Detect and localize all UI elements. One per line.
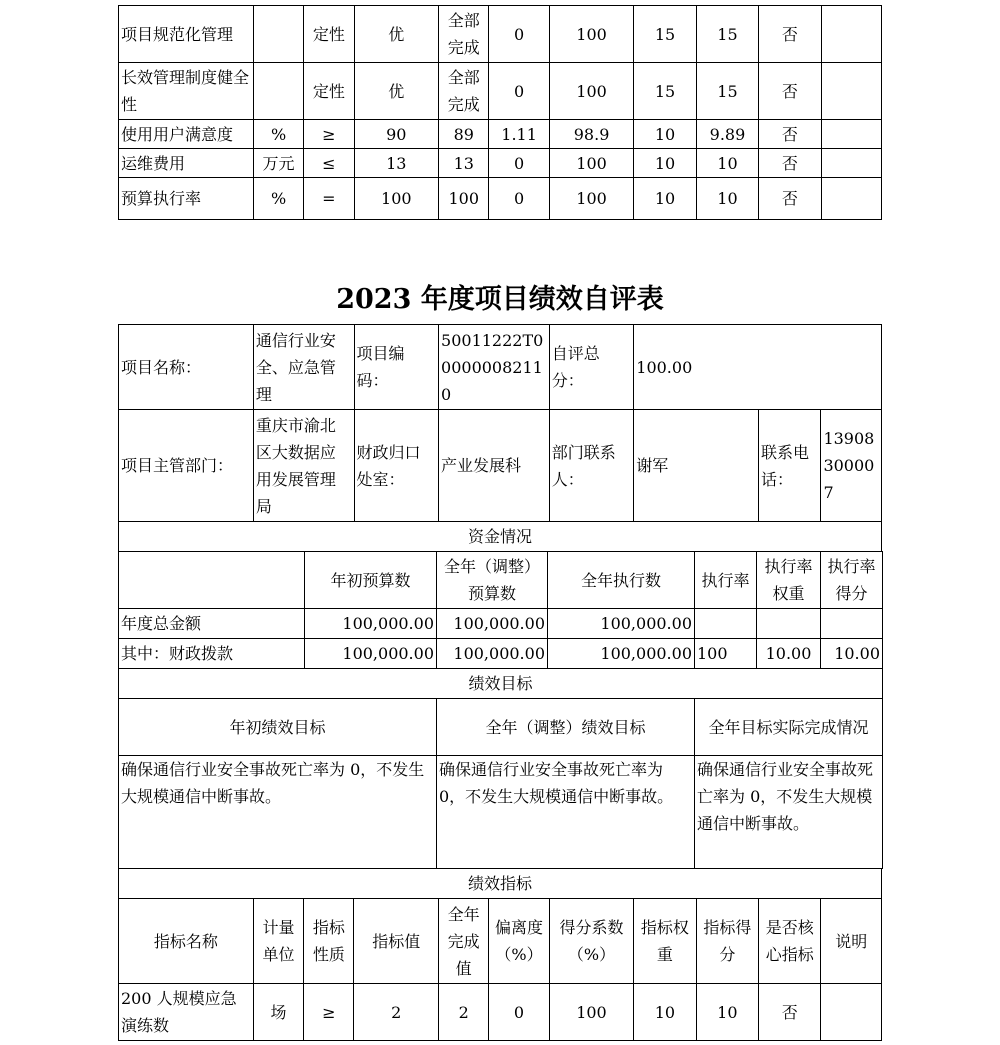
funds-row-rate-weight xyxy=(757,609,821,639)
goals-section-title: 绩效目标 xyxy=(119,669,883,699)
indicator-coefficient: 100 xyxy=(549,6,634,63)
indicator-deviation: 0 xyxy=(489,178,549,220)
table-row xyxy=(119,63,882,120)
finance: 产业发展科 xyxy=(439,410,550,522)
funds-header-rate: 执行率 xyxy=(695,552,757,609)
funds-row-executed: 100,000.00 xyxy=(548,609,695,639)
indicators-header-deviation: 偏离度（%） xyxy=(489,899,549,984)
table-row xyxy=(119,552,883,609)
indicator-target: 13 xyxy=(354,149,439,178)
indicator-core: 否 xyxy=(759,6,821,63)
page-title: 2023 年度项目绩效自评表 xyxy=(336,284,664,315)
funds-table xyxy=(118,551,883,669)
goals-actual: 确保通信行业安全事故死亡率为 0，不发生大规模通信中断事故。 xyxy=(695,756,883,869)
phone: 13908300007 xyxy=(821,410,882,522)
indicator-coefficient: 100 xyxy=(549,178,634,220)
indicators-header-unit: 计量单位 xyxy=(253,899,303,984)
indicator-core: 否 xyxy=(759,120,821,149)
indicator-weight: 10 xyxy=(634,149,696,178)
funds-header-executed: 全年执行数 xyxy=(548,552,695,609)
indicator-name: 200 人规模应急演练数 xyxy=(119,984,254,1041)
indicators-header-completed: 全年完成值 xyxy=(439,899,489,984)
indicator-unit: % xyxy=(253,120,303,149)
indicators-header-nature: 指标性质 xyxy=(304,899,354,984)
table-row xyxy=(119,899,882,984)
project-code-label: 项目编码： xyxy=(354,325,439,410)
indicator-name: 运维费用 xyxy=(119,149,254,178)
indicator-nature: 定性 xyxy=(304,63,354,120)
goals-table xyxy=(118,668,883,869)
funds-row-adjusted: 100,000.00 xyxy=(437,639,548,669)
indicator-target: 优 xyxy=(354,6,439,63)
self-evaluation-table xyxy=(118,324,882,552)
indicator-deviation: 0 xyxy=(489,63,549,120)
funds-row-initial: 100,000.00 xyxy=(305,609,437,639)
indicator-deviation: 1.11 xyxy=(489,120,549,149)
indicator-score: 10 xyxy=(696,178,758,220)
funds-row-initial: 100,000.00 xyxy=(305,639,437,669)
funds-row-rate-score: 10.00 xyxy=(821,639,883,669)
indicator-core: 否 xyxy=(759,178,821,220)
table-row xyxy=(119,756,883,869)
finance-label: 财政归口处室： xyxy=(354,410,439,522)
funds-row-rate-weight: 10.00 xyxy=(757,639,821,669)
dept-label: 项目主管部门： xyxy=(119,410,254,522)
funds-row-adjusted: 100,000.00 xyxy=(437,609,548,639)
table-row xyxy=(119,178,882,220)
project-name: 通信行业安全、应急管理 xyxy=(253,325,354,410)
indicator-deviation: 0 xyxy=(489,984,549,1041)
indicator-weight: 10 xyxy=(634,178,696,220)
indicator-name: 长效管理制度健全性 xyxy=(119,63,254,120)
funds-section-title: 资金情况 xyxy=(119,522,882,552)
indicator-coefficient: 100 xyxy=(549,149,634,178)
indicator-note xyxy=(821,120,881,149)
indicators-header-target: 指标值 xyxy=(354,899,439,984)
indicator-score: 15 xyxy=(696,6,758,63)
indicator-note xyxy=(821,149,881,178)
indicator-score: 9.89 xyxy=(696,120,758,149)
indicator-target: 90 xyxy=(354,120,439,149)
project-name-label: 项目名称： xyxy=(119,325,254,410)
indicator-coefficient: 100 xyxy=(549,984,634,1041)
indicator-score: 15 xyxy=(696,63,758,120)
table-row xyxy=(119,699,883,756)
indicator-weight: 15 xyxy=(634,6,696,63)
indicator-completed: 13 xyxy=(439,149,489,178)
indicators-table xyxy=(118,868,882,1041)
self-score: 100.00 xyxy=(634,325,882,410)
funds-header-initial: 年初预算数 xyxy=(305,552,437,609)
indicator-weight: 10 xyxy=(634,984,696,1041)
funds-row-label: 其中：财政拨款 xyxy=(119,639,305,669)
indicator-note xyxy=(821,6,881,63)
indicator-deviation: 0 xyxy=(489,6,549,63)
self-score-label: 自评总分： xyxy=(549,325,634,410)
table-row xyxy=(119,669,883,699)
indicator-coefficient: 98.9 xyxy=(549,120,634,149)
table-row xyxy=(119,325,882,410)
goals-actual-header: 全年目标实际完成情况 xyxy=(695,699,883,756)
table-row xyxy=(119,522,882,552)
indicator-weight: 15 xyxy=(634,63,696,120)
indicator-score: 10 xyxy=(696,984,758,1041)
funds-row-executed: 100,000.00 xyxy=(548,639,695,669)
indicator-name: 使用用户满意度 xyxy=(119,120,254,149)
indicators-header-note: 说明 xyxy=(821,899,882,984)
indicator-name: 项目规范化管理 xyxy=(119,6,254,63)
indicator-note xyxy=(821,63,881,120)
indicators-header-core: 是否核心指标 xyxy=(759,899,821,984)
indicator-weight: 10 xyxy=(634,120,696,149)
table-row xyxy=(119,984,882,1041)
contact-label: 部门联系人： xyxy=(549,410,634,522)
dept: 重庆市渝北区大数据应用发展管理局 xyxy=(253,410,354,522)
indicator-completed: 2 xyxy=(439,984,489,1041)
indicator-unit: 万元 xyxy=(253,149,303,178)
indicator-target: 优 xyxy=(354,63,439,120)
indicator-completed: 89 xyxy=(439,120,489,149)
indicators-header-coefficient: 得分系数（%） xyxy=(549,899,634,984)
indicator-completed: 全部完成 xyxy=(439,63,489,120)
indicator-nature: 定性 xyxy=(304,6,354,63)
indicator-name: 预算执行率 xyxy=(119,178,254,220)
table-row xyxy=(119,410,882,522)
project-code: 50011222T000000082110 xyxy=(439,325,550,410)
indicator-unit xyxy=(253,6,303,63)
indicator-unit xyxy=(253,63,303,120)
funds-row-rate xyxy=(695,609,757,639)
previous-indicator-table xyxy=(118,5,882,220)
goals-adjusted: 确保通信行业安全事故死亡率为 0，不发生大规模通信中断事故。 xyxy=(437,756,695,869)
indicator-note xyxy=(821,984,882,1041)
indicator-nature: ≥ xyxy=(304,120,354,149)
indicator-core: 否 xyxy=(759,149,821,178)
funds-row-rate-score xyxy=(821,609,883,639)
funds-row-label: 年度总金额 xyxy=(119,609,305,639)
goals-adjusted-header: 全年（调整）绩效目标 xyxy=(437,699,695,756)
indicator-nature: ≥ xyxy=(304,984,354,1041)
goals-initial: 确保通信行业安全事故死亡率为 0，不发生大规模通信中断事故。 xyxy=(119,756,437,869)
table-row xyxy=(119,120,882,149)
indicator-nature: = xyxy=(304,178,354,220)
indicator-core: 否 xyxy=(759,984,821,1041)
indicator-deviation: 0 xyxy=(489,149,549,178)
indicator-target: 100 xyxy=(354,178,439,220)
indicators-header-weight: 指标权重 xyxy=(634,899,696,984)
table-row xyxy=(119,6,882,63)
table-row xyxy=(119,609,883,639)
table-row xyxy=(119,149,882,178)
indicator-nature: ≤ xyxy=(304,149,354,178)
funds-header-adjusted: 全年（调整）预算数 xyxy=(437,552,548,609)
indicators-section-title: 绩效指标 xyxy=(119,869,882,899)
indicator-core: 否 xyxy=(759,63,821,120)
indicator-note xyxy=(821,178,881,220)
contact: 谢军 xyxy=(634,410,759,522)
indicator-unit: 场 xyxy=(253,984,303,1041)
funds-header-rate-score: 执行率得分 xyxy=(821,552,883,609)
indicator-completed: 100 xyxy=(439,178,489,220)
indicators-header-name: 指标名称 xyxy=(119,899,254,984)
table-row xyxy=(119,639,883,669)
table-row xyxy=(119,869,882,899)
indicator-unit: % xyxy=(253,178,303,220)
indicators-header-score: 指标得分 xyxy=(696,899,758,984)
funds-row-rate: 100 xyxy=(695,639,757,669)
indicator-completed: 全部完成 xyxy=(439,6,489,63)
phone-label: 联系电话： xyxy=(759,410,821,522)
indicator-score: 10 xyxy=(696,149,758,178)
indicator-coefficient: 100 xyxy=(549,63,634,120)
funds-header-blank xyxy=(119,552,305,609)
funds-header-rate-weight: 执行率权重 xyxy=(757,552,821,609)
indicator-target: 2 xyxy=(354,984,439,1041)
goals-initial-header: 年初绩效目标 xyxy=(119,699,437,756)
